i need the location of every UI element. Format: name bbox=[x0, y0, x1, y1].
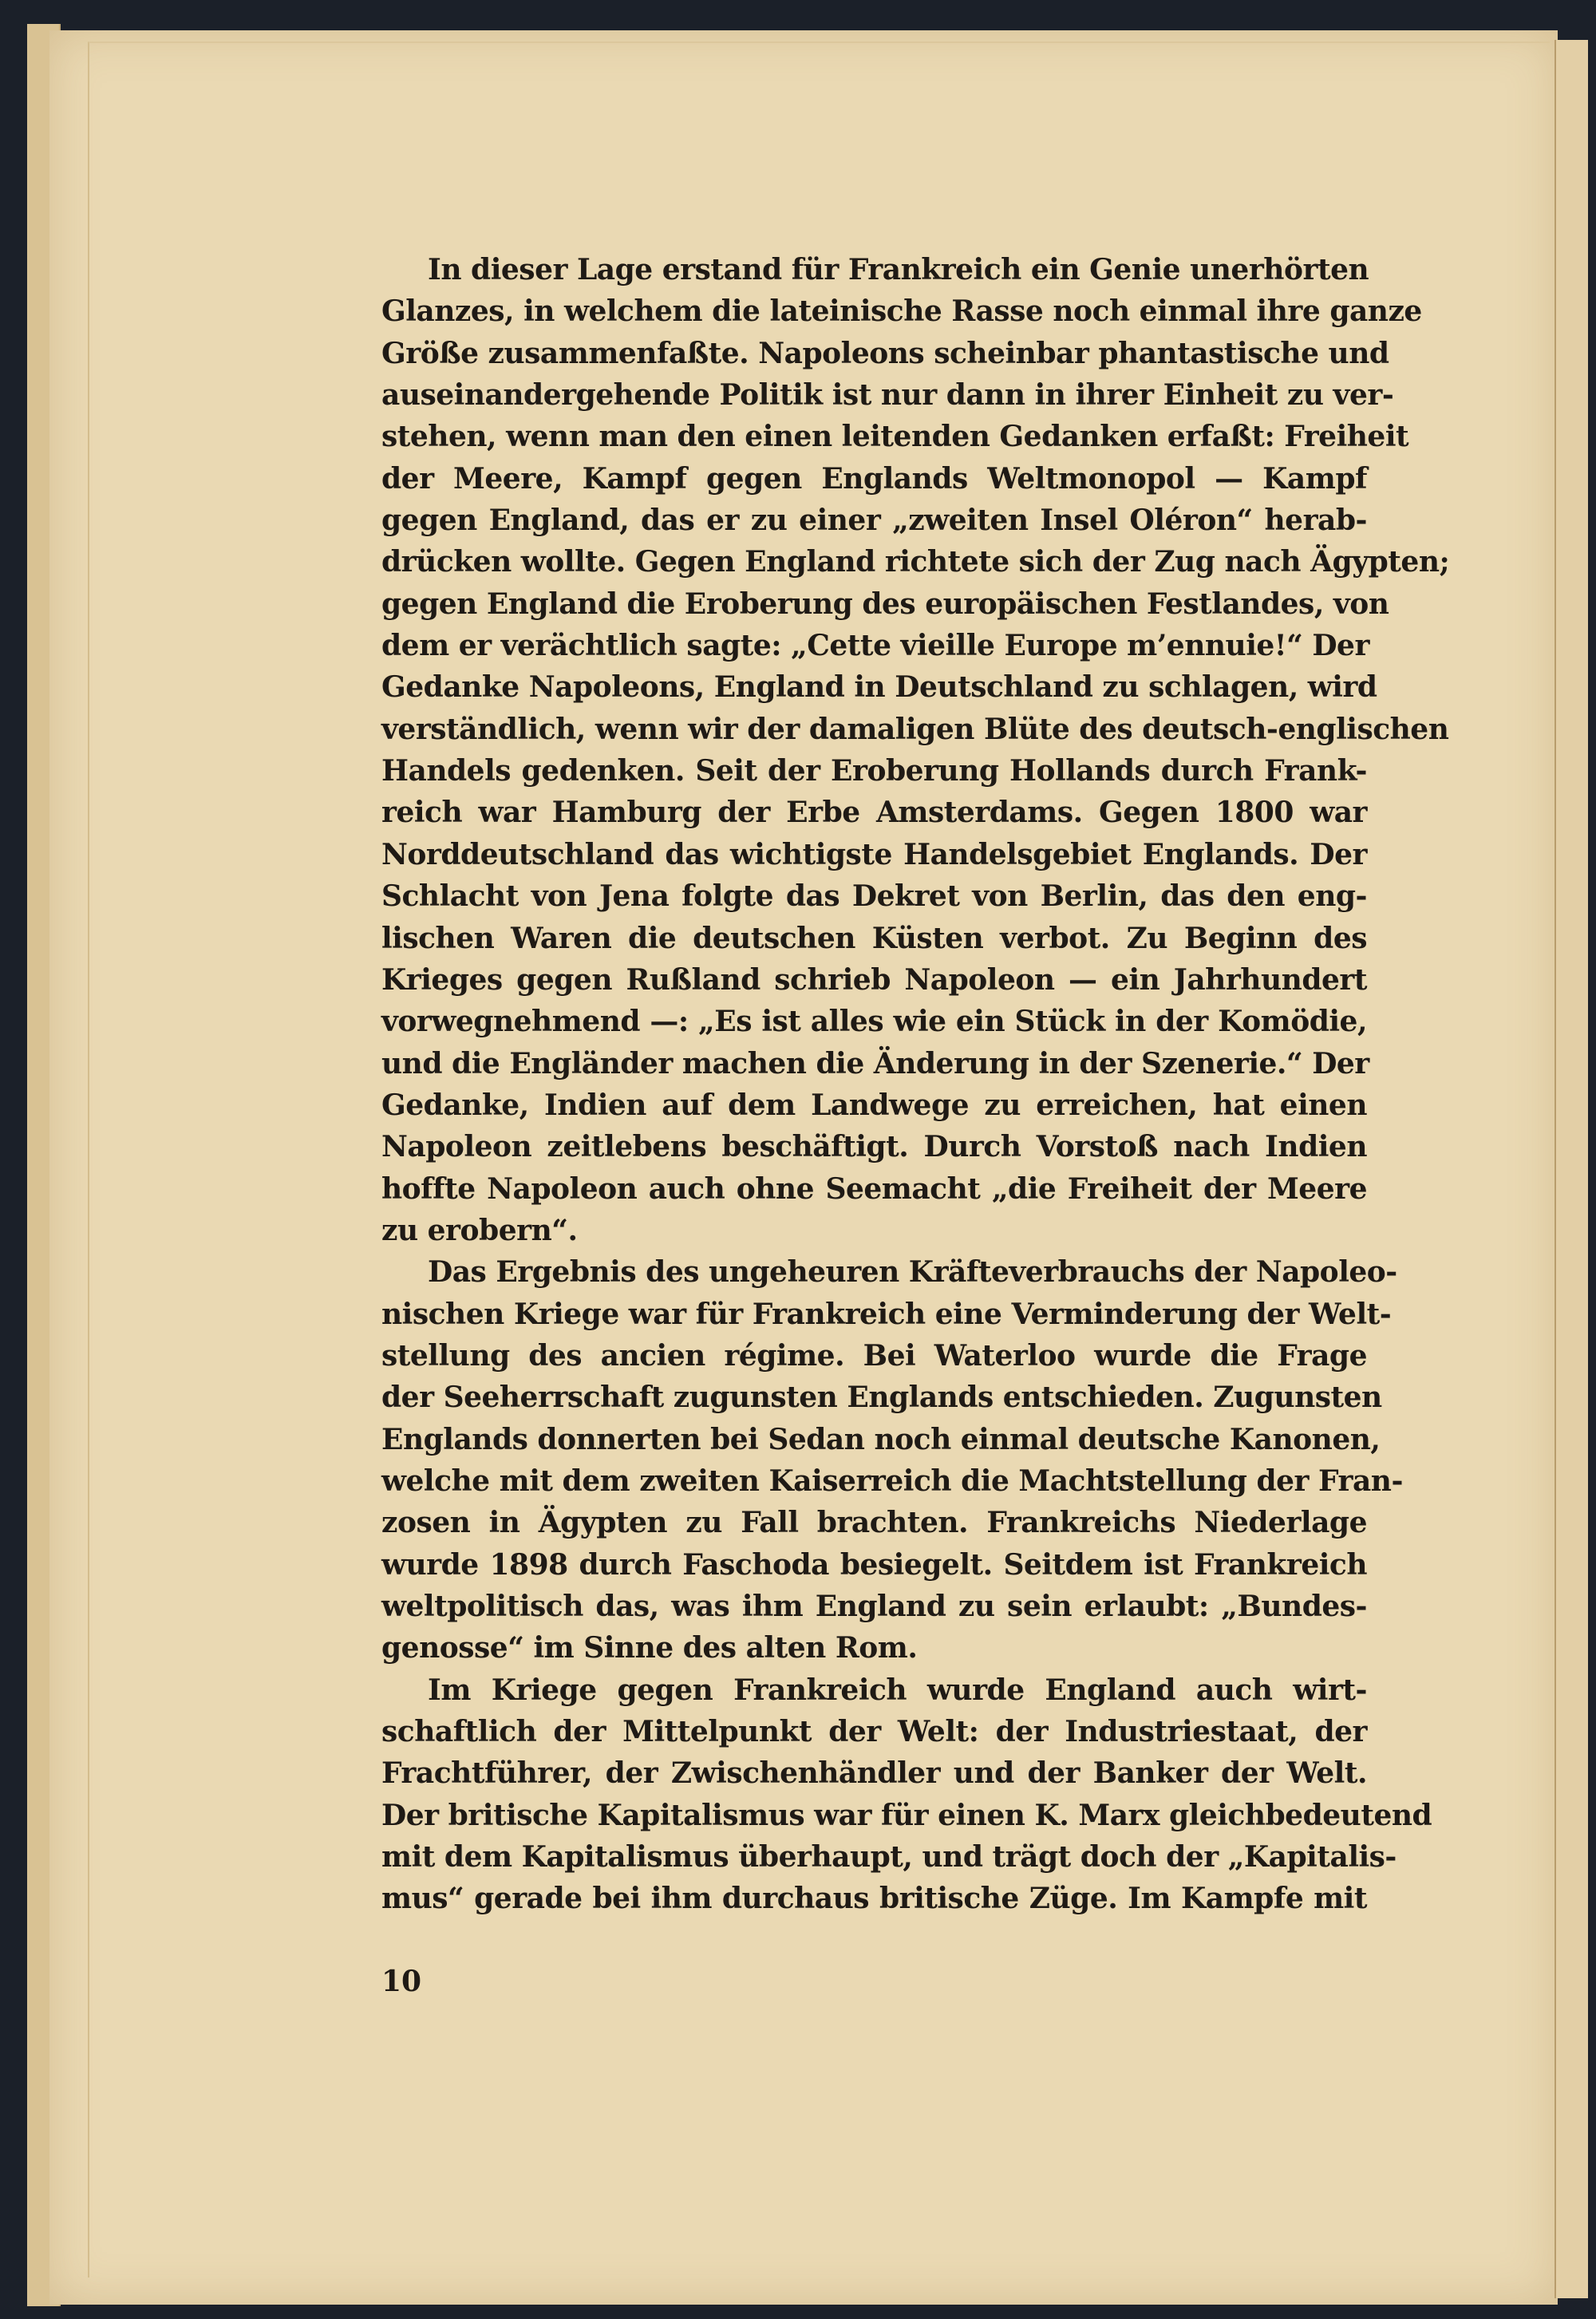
text-line: der Meere, Kampf gegen Englands Weltmonopol — Kampf bbox=[381, 461, 1367, 496]
text-line: vorwegnehmend —: „Es ist alles wie ein Stück in der Komödie, bbox=[381, 1005, 1367, 1039]
text-line: Im Kriege gegen Frankreich wurde England auch wirt- bbox=[428, 1673, 1367, 1707]
text-line: und die Engländer machen die Änderung in der Szenerie.“ Der bbox=[381, 1046, 1369, 1080]
text-line: Norddeutschland das wichtigste Handelsgebiet Englands. Der bbox=[381, 837, 1367, 871]
text-line: nischen Kriege war für Frankreich eine Verminderung der Welt- bbox=[381, 1297, 1392, 1331]
text-line: Das Ergebnis des ungeheuren Kräfteverbrauchs der Napoleo- bbox=[428, 1255, 1397, 1290]
text-line: verständlich, wenn wir der damaligen Blüte des deutsch-englischen bbox=[381, 712, 1449, 746]
paragraph bbox=[381, 249, 1450, 1251]
text-line: Frachtführer, der Zwischenhändler und der Banker der Welt. bbox=[381, 1756, 1367, 1791]
paragraph bbox=[381, 1251, 1403, 1669]
text-line: In dieser Lage erstand für Frankreich ein Genie unerhörten bbox=[428, 253, 1369, 286]
text-line: lischen Waren die deutschen Küsten verbot. Zu Beginn des bbox=[381, 921, 1367, 955]
text-line: Größe zusammenfaßte. Napoleons scheinbar phantastische und bbox=[381, 336, 1389, 370]
paragraph bbox=[381, 1669, 1432, 1920]
text-line: stellung des ancien régime. Bei Waterloo wurde die Frage bbox=[381, 1338, 1367, 1373]
text-line: gegen England, das er zu einer „zweiten Insel Oléron“ herab- bbox=[381, 504, 1367, 538]
text-line: wurde 1898 durch Faschoda besiegelt. Seitdem ist Frankreich bbox=[381, 1547, 1367, 1582]
text-line: schaftlich der Mittelpunkt der Welt: der Industriestaat, der bbox=[381, 1715, 1367, 1749]
text-line: Schlacht von Jena folgte das Dekret von Berlin, das den eng- bbox=[381, 879, 1367, 914]
text-line: Gedanke, Indien auf dem Landwege zu erreichen, hat einen bbox=[381, 1088, 1367, 1122]
body-text bbox=[381, 249, 1450, 1920]
text-line: stehen, wenn man den einen leitenden Gedanken erfaßt: Freiheit bbox=[381, 420, 1409, 454]
text-line: welche mit dem zweiten Kaiserreich die Machtstellung der Fran- bbox=[381, 1464, 1403, 1498]
page-number: 10 bbox=[381, 1965, 422, 1998]
text-line: Englands donnerten bei Sedan noch einmal deutsche Kanonen, bbox=[381, 1422, 1381, 1456]
next-page-edge bbox=[1555, 40, 1588, 2298]
text-line: Glanzes, in welchem die lateinische Rasse noch einmal ihre ganze bbox=[381, 294, 1422, 329]
text-line: mus“ gerade bei ihm durchaus britische Züge. Im Kampfe mit bbox=[381, 1882, 1367, 1916]
text-line: reich war Hamburg der Erbe Amsterdams. Gegen 1800 war bbox=[381, 796, 1367, 830]
text-line: hoffte Napoleon auch ohne Seemacht „die Freiheit der Meere bbox=[381, 1171, 1367, 1206]
text-line: mit dem Kapitalismus überhaupt, und trägt doch der „Kapitalis- bbox=[381, 1840, 1396, 1875]
text-line: Krieges gegen Rußland schrieb Napoleon — ein Jahrhundert bbox=[381, 962, 1367, 997]
text-line: gegen England die Eroberung des europäischen Festlandes, von bbox=[381, 587, 1389, 621]
text-line: Gedanke Napoleons, England in Deutschland zu schlagen, wird bbox=[381, 670, 1377, 705]
text-line: zu erobern“. bbox=[381, 1213, 578, 1247]
text-line: Der britische Kapitalismus war für einen K. Marx gleichbedeutend bbox=[381, 1798, 1432, 1832]
text-line: der Seeherrschaft zugunsten Englands entschieden. Zugunsten bbox=[381, 1381, 1382, 1415]
text-line: Handels gedenken. Seit der Eroberung Hollands durch Frank- bbox=[381, 754, 1367, 788]
text-line: genosse“ im Sinne des alten Rom. bbox=[381, 1631, 918, 1665]
text-line: zosen in Ägypten zu Fall brachten. Frankreichs Niederlage bbox=[381, 1506, 1367, 1540]
text-line: Napoleon zeitlebens beschäftigt. Durch Vorstoß nach Indien bbox=[381, 1130, 1367, 1164]
text-line: dem er verächtlich sagte: „Cette vieille Europe m’ennuie!“ Der bbox=[381, 629, 1369, 663]
text-line: weltpolitisch das, was ihm England zu sein erlaubt: „Bundes- bbox=[381, 1590, 1367, 1623]
text-line: drücken wollte. Gegen England richtete sich der Zug nach Ägypten; bbox=[381, 545, 1450, 579]
text-line: auseinandergehende Politik ist nur dann in ihrer Einheit zu ver- bbox=[381, 378, 1394, 413]
